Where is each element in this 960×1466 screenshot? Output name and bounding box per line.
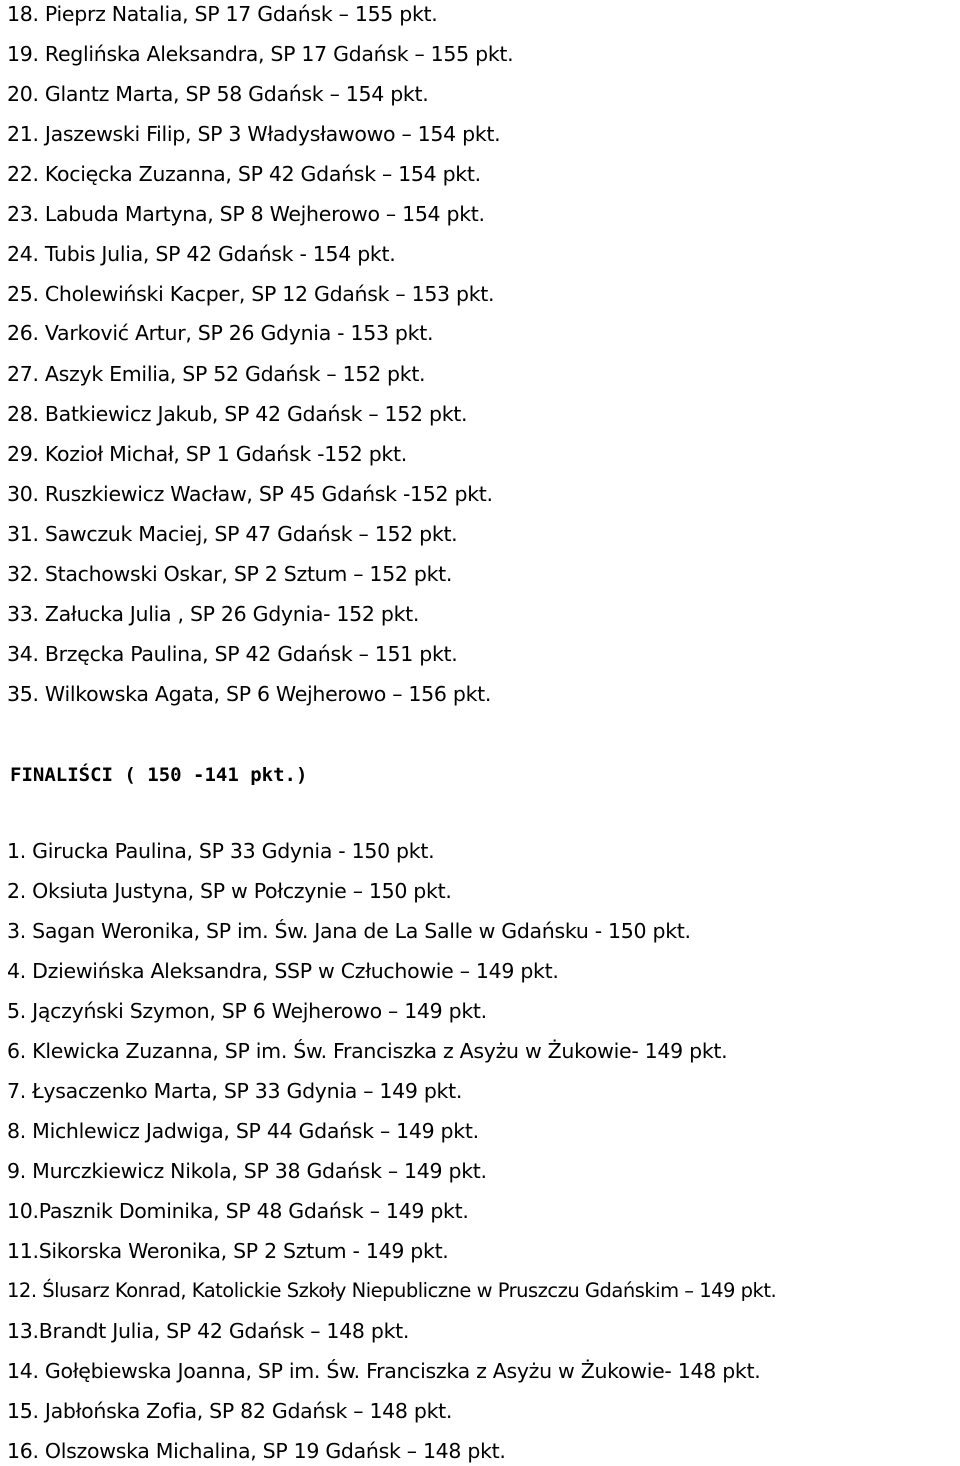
- list-item: 29. Kozioł Michał, SP 1 Gdańsk -152 pkt.: [7, 442, 407, 466]
- finalists-heading: FINALIŚCI ( 150 -141 pkt.): [10, 764, 308, 786]
- finalist-item: 11.Sikorska Weronika, SP 2 Sztum - 149 pkt.: [7, 1239, 449, 1263]
- list-item: 21. Jaszewski Filip, SP 3 Władysławowo – 154 pkt.: [7, 122, 501, 146]
- list-item: 24. Tubis Julia, SP 42 Gdańsk - 154 pkt.: [7, 242, 396, 266]
- list-item: 23. Labuda Martyna, SP 8 Wejherowo – 154 pkt.: [7, 202, 485, 226]
- finalist-item: 16. Olszowska Michalina, SP 19 Gdańsk – 148 pkt.: [7, 1439, 506, 1463]
- finalist-item: 10.Pasznik Dominika, SP 48 Gdańsk – 149 pkt.: [7, 1199, 469, 1223]
- finalist-item: 3. Sagan Weronika, SP im. Św. Jana de La Salle w Gdańsku - 150 pkt.: [7, 919, 691, 943]
- finalist-item: 1. Girucka Paulina, SP 33 Gdynia - 150 pkt.: [7, 839, 435, 863]
- list-item: 30. Ruszkiewicz Wacław, SP 45 Gdańsk -152 pkt.: [7, 482, 493, 506]
- list-item: 33. Załucka Julia , SP 26 Gdynia- 152 pkt.: [7, 602, 420, 626]
- list-item: 19. Reglińska Aleksandra, SP 17 Gdańsk – 155 pkt.: [7, 42, 514, 66]
- finalist-item: 4. Dziewińska Aleksandra, SSP w Człuchowie – 149 pkt.: [7, 959, 559, 983]
- list-item: 22. Kocięcka Zuzanna, SP 42 Gdańsk – 154 pkt.: [7, 162, 481, 186]
- finalist-item: 13.Brandt Julia, SP 42 Gdańsk – 148 pkt.: [7, 1319, 410, 1343]
- finalist-item: 9. Murczkiewicz Nikola, SP 38 Gdańsk – 149 pkt.: [7, 1159, 487, 1183]
- finalist-item: 8. Michlewicz Jadwiga, SP 44 Gdańsk – 149 pkt.: [7, 1119, 479, 1143]
- finalist-item: 6. Klewicka Zuzanna, SP im. Św. Franciszka z Asyżu w Żukowie- 149 pkt.: [7, 1039, 728, 1063]
- list-item: 20. Glantz Marta, SP 58 Gdańsk – 154 pkt.: [7, 82, 429, 106]
- list-item: 31. Sawczuk Maciej, SP 47 Gdańsk – 152 pkt.: [7, 522, 458, 546]
- finalist-item: 15. Jabłońska Zofia, SP 82 Gdańsk – 148 pkt.: [7, 1399, 453, 1423]
- finalist-item: 2. Oksiuta Justyna, SP w Połczynie – 150 pkt.: [7, 879, 452, 903]
- list-item: 25. Cholewiński Kacper, SP 12 Gdańsk – 153 pkt.: [7, 282, 495, 306]
- list-item: 18. Pieprz Natalia, SP 17 Gdańsk – 155 pkt.: [7, 2, 438, 26]
- finalist-item: 14. Gołębiewska Joanna, SP im. Św. Franciszka z Asyżu w Żukowie- 148 pkt.: [7, 1359, 761, 1383]
- list-item: 27. Aszyk Emilia, SP 52 Gdańsk – 152 pkt.: [7, 362, 426, 386]
- list-item: 35. Wilkowska Agata, SP 6 Wejherowo – 156 pkt.: [7, 682, 492, 706]
- list-item: 34. Brzęcka Paulina, SP 42 Gdańsk – 151 pkt.: [7, 642, 458, 666]
- list-item: 28. Batkiewicz Jakub, SP 42 Gdańsk – 152 pkt.: [7, 402, 468, 426]
- finalist-item: 12. Ślusarz Konrad, Katolickie Szkoły Niepubliczne w Pruszczu Gdańskim – 149 pkt.: [7, 1279, 777, 1302]
- finalist-item: 5. Jączyński Szymon, SP 6 Wejherowo – 149 pkt.: [7, 999, 487, 1023]
- finalist-item: 7. Łysaczenko Marta, SP 33 Gdynia – 149 pkt.: [7, 1079, 463, 1103]
- list-item: 32. Stachowski Oskar, SP 2 Sztum – 152 pkt.: [7, 562, 453, 586]
- list-item: 26. Varković Artur, SP 26 Gdynia - 153 pkt.: [7, 321, 434, 345]
